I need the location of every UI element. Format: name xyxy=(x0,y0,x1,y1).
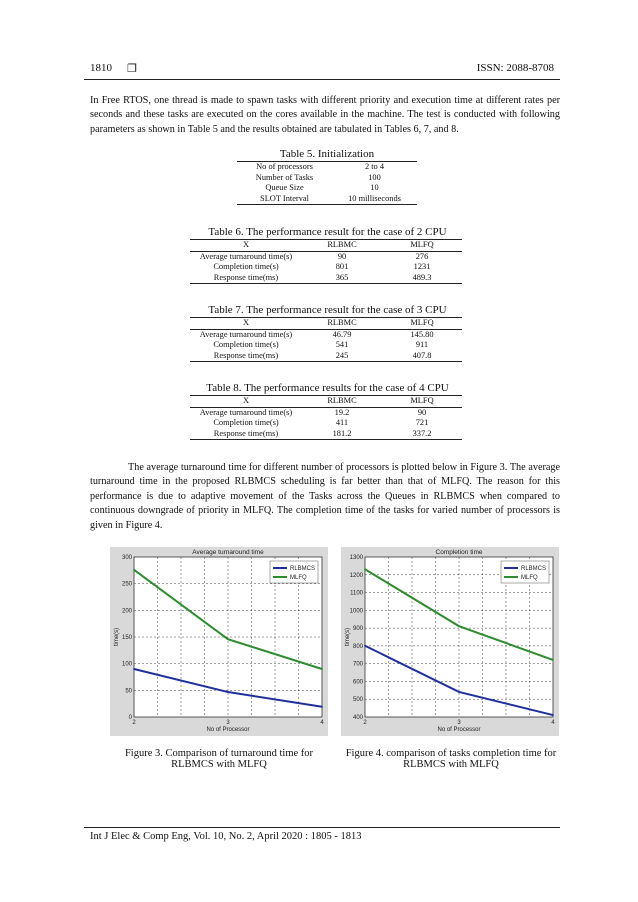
table-row xyxy=(190,251,462,262)
data-point-mlfq xyxy=(133,569,135,571)
y-tick-label: 900 xyxy=(352,626,363,633)
column-header: RLBMC xyxy=(302,396,382,408)
issn: ISSN: 2088-8708 xyxy=(476,62,554,74)
y-axis-label: time(s) xyxy=(345,627,351,647)
figure4-panel xyxy=(341,547,559,736)
table-cell: Completion time(s) xyxy=(213,418,279,427)
table-cell: 721 xyxy=(415,418,429,427)
figure4-caption-line2: RLBMCS with MLFQ xyxy=(403,759,499,770)
table-row xyxy=(190,273,462,284)
table-header-row xyxy=(190,396,462,408)
table-cell: 90 xyxy=(302,251,382,262)
table-cell: 337.2 xyxy=(382,429,462,440)
table-cell: No of processors xyxy=(237,162,332,173)
y-tick-label: 700 xyxy=(352,661,363,668)
table-cell: 181.2 xyxy=(302,429,382,440)
header-rule xyxy=(84,79,560,80)
x-tick-label: 4 xyxy=(320,720,324,726)
column-header: MLFQ xyxy=(382,318,462,330)
y-tick-label: 250 xyxy=(121,581,132,588)
table-row xyxy=(190,340,462,351)
y-tick-label: 100 xyxy=(121,661,132,668)
y-tick-label: 300 xyxy=(121,555,132,561)
legend-label: MLFQ xyxy=(521,575,538,581)
y-tick-label: 1300 xyxy=(349,555,363,561)
table-cell: 411 xyxy=(335,418,349,427)
figure4-caption-line1: Figure 4. comparison of tasks completion time for xyxy=(345,748,557,759)
table-cell: 1231 xyxy=(413,262,431,271)
table-cell: Average turnaround time(s) xyxy=(190,329,302,340)
data-point-rlbmcs xyxy=(552,714,554,716)
data-point-rlbmcs xyxy=(133,668,135,670)
table-row xyxy=(190,418,462,429)
x-tick-label: 2 xyxy=(363,720,367,726)
table-cell: Average turnaround time(s) xyxy=(190,251,302,262)
intro-paragraph: In Free RTOS, one thread is made to spawn tasks with different priority and execution time at different rates per seconds and these tasks are executed on the cores available in the machine. The test is conducted with following parameters as shown in Table 5 and the results obtained are tabulated in Tables 6, 7, and 8. xyxy=(90,95,560,135)
table-cell: 489.3 xyxy=(382,273,462,284)
column-header: MLFQ xyxy=(382,240,462,252)
chart-title: Completion time xyxy=(435,549,483,556)
y-tick-label: 50 xyxy=(125,688,132,695)
table-cell: SLOT Interval xyxy=(237,194,332,205)
legend-label: RLBMCS xyxy=(521,566,547,572)
x-tick-label: 3 xyxy=(226,720,230,726)
x-axis-label: No of Processor xyxy=(206,727,250,733)
figure3-caption-line1: Figure 3. Comparison of turnaround time for xyxy=(124,748,314,759)
x-axis-label: No of Processor xyxy=(437,727,481,733)
x-tick-label: 2 xyxy=(132,720,136,726)
table7-caption: Table 7. The performance result for the case of 3 CPU xyxy=(208,304,447,316)
figure3-panel xyxy=(110,547,328,736)
table-cell: 2 to 4 xyxy=(332,162,417,173)
data-point-mlfq xyxy=(364,568,366,570)
table-cell: 801 xyxy=(335,262,349,271)
column-header: MLFQ xyxy=(382,396,462,408)
figure3-chart xyxy=(110,547,328,736)
data-point-mlfq xyxy=(552,659,554,661)
table6-caption: Table 6. The performance result for the case of 2 CPU xyxy=(208,226,447,238)
table-cell: 90 xyxy=(382,407,462,418)
table-row xyxy=(190,407,462,418)
legend-label: MLFQ xyxy=(290,575,307,581)
body-paragraph: The average turnaround time for different number of processors is plotted below in Figure 3. The average turnaround time in the proposed RLBMCS scheduling is far better than that of MLFQ. The reason for this performance is due to adaptive movement of the Tasks across the Queues in RLBMCS when compared to continuous downgrade of priority in MLFQ. The completion time of the tasks for varied number of processors is given in Figure 4. xyxy=(90,462,560,531)
table-cell: 911 xyxy=(415,340,429,349)
table-cell: Completion time(s) xyxy=(213,340,279,349)
table-row xyxy=(237,194,417,205)
column-header: X xyxy=(190,318,302,330)
figure3-caption xyxy=(106,748,332,770)
table-header-row xyxy=(190,240,462,252)
figure4-chart xyxy=(341,547,559,736)
y-tick-label: 400 xyxy=(352,715,363,721)
table-cell: Number of Tasks xyxy=(255,172,314,182)
data-point-mlfq xyxy=(458,625,460,627)
footer-rule xyxy=(84,827,560,828)
table-cell: Completion time(s) xyxy=(213,262,279,271)
legend-label: RLBMCS xyxy=(290,566,316,572)
table-row xyxy=(190,262,462,273)
table-cell: 19.2 xyxy=(302,407,382,418)
table-row xyxy=(237,162,417,173)
table-cell: 407.8 xyxy=(382,351,462,362)
data-point-rlbmcs xyxy=(321,706,323,708)
y-tick-label: 500 xyxy=(352,697,363,704)
table8-caption: Table 8. The performance results for the case of 4 CPU xyxy=(206,382,449,394)
table-cell: Response time(ms) xyxy=(190,273,302,284)
y-tick-label: 200 xyxy=(121,608,132,615)
table-row xyxy=(190,329,462,340)
data-point-mlfq xyxy=(227,638,229,640)
table5-caption: Table 5. Initialization xyxy=(279,148,375,160)
column-header: RLBMC xyxy=(302,318,382,330)
header-separator-icon: ❐ xyxy=(127,63,137,75)
data-point-mlfq xyxy=(321,668,323,670)
x-tick-label: 4 xyxy=(551,720,555,726)
column-header: X xyxy=(190,240,302,252)
table7 xyxy=(190,317,462,362)
table-cell: 10 milliseconds xyxy=(332,194,417,205)
page-number: 1810 xyxy=(90,62,112,74)
y-tick-label: 1000 xyxy=(349,608,363,615)
data-point-rlbmcs xyxy=(458,691,460,693)
column-header: X xyxy=(190,396,302,408)
table-cell: 10 xyxy=(370,183,379,192)
table-cell: Response time(ms) xyxy=(190,429,302,440)
table-cell: 46.79 xyxy=(302,329,382,340)
y-tick-label: 600 xyxy=(352,679,363,686)
table6 xyxy=(190,239,462,284)
table-row xyxy=(190,351,462,362)
y-tick-label: 1200 xyxy=(349,572,363,579)
figure3-caption-line2: RLBMCS with MLFQ xyxy=(171,759,267,770)
table-cell: Queue Size xyxy=(265,183,304,192)
x-tick-label: 3 xyxy=(457,720,461,726)
y-tick-label: 800 xyxy=(352,643,363,650)
table-cell: 100 xyxy=(368,172,381,182)
footer-citation: Int J Elec & Comp Eng, Vol. 10, No. 2, April 2020 : 1805 - 1813 xyxy=(90,831,362,842)
y-tick-label: 1100 xyxy=(350,590,363,597)
table-row xyxy=(237,173,417,184)
data-point-rlbmcs xyxy=(227,691,229,693)
y-tick-label: 150 xyxy=(121,635,132,641)
table-row xyxy=(190,429,462,440)
table-cell: Response time(ms) xyxy=(190,351,302,362)
table5 xyxy=(237,161,417,205)
data-point-rlbmcs xyxy=(364,645,366,647)
table-header-row xyxy=(190,318,462,330)
table-cell: 145.80 xyxy=(382,329,462,340)
table-row xyxy=(237,183,417,194)
table8 xyxy=(190,395,462,440)
table-cell: Average turnaround time(s) xyxy=(190,407,302,418)
y-axis-label: time(s) xyxy=(114,627,120,647)
figure4-caption xyxy=(335,748,567,770)
chart-title: Average turnaround time xyxy=(192,549,264,556)
column-header: RLBMC xyxy=(302,240,382,252)
table-cell: 541 xyxy=(335,340,349,349)
table-cell: 365 xyxy=(302,273,382,284)
table-cell: 276 xyxy=(382,251,462,262)
y-tick-label: 0 xyxy=(128,715,132,721)
table-cell: 245 xyxy=(302,351,382,362)
